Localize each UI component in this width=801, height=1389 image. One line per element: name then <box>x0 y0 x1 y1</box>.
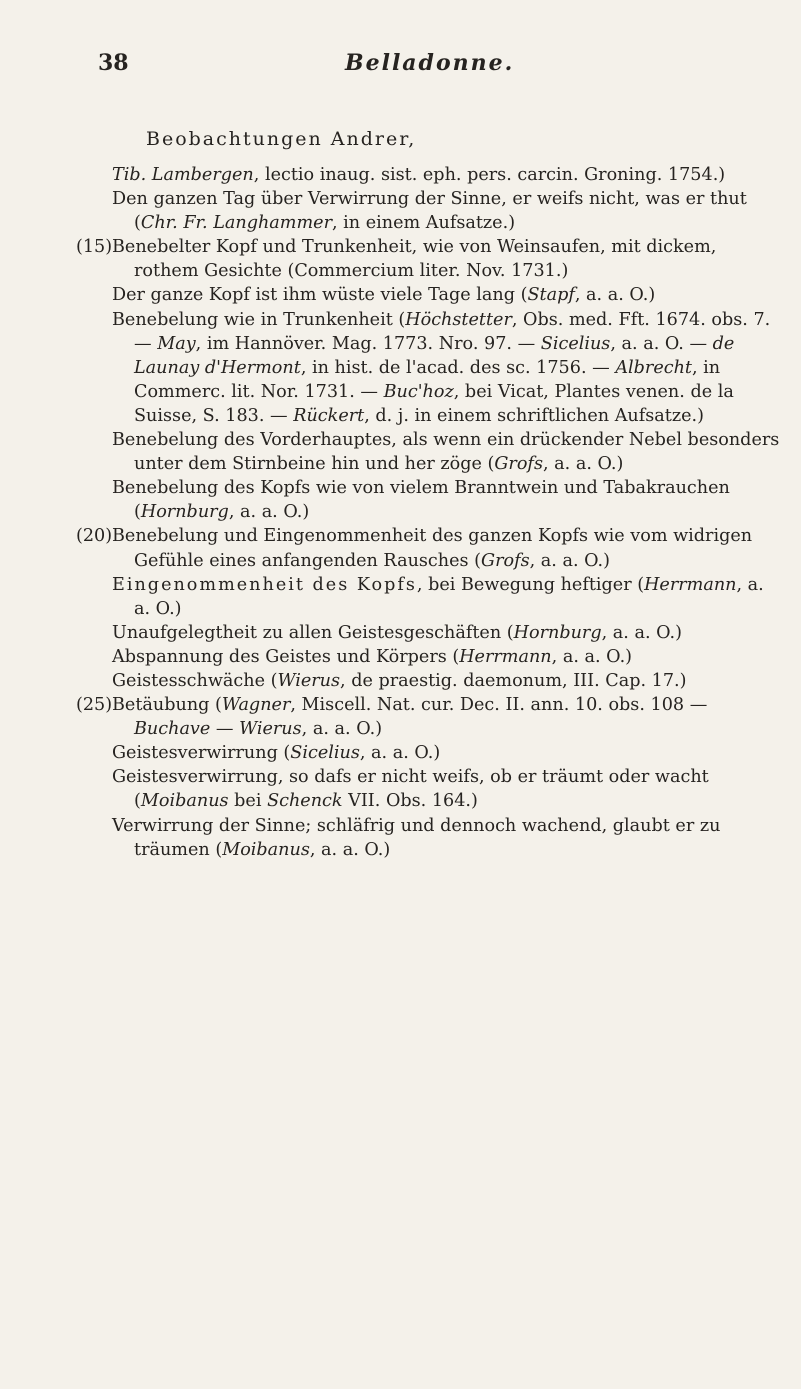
entry-text: , lectio inaug. sist. eph. pers. carcin. Groning. 1754.) <box>253 165 726 185</box>
entry-text: Abspannung des Geistes und Körpers ( <box>112 646 460 667</box>
text-body <box>76 163 784 862</box>
author-citation: de Launay d'Hermont <box>134 333 735 378</box>
spaced-emphasis: Eingenommenheit des Kopfs <box>112 574 417 595</box>
entry-text: , a. a. O.) <box>228 502 310 523</box>
entry-text: , a. a. O.) <box>309 839 391 860</box>
author-citation: Grofs <box>481 550 530 571</box>
entry-text: , a. a. O. — <box>610 333 713 354</box>
entry-text: , d. j. in einem schriftlichen Aufsatze.) <box>364 405 704 426</box>
symptom-entry <box>112 308 784 428</box>
author-citation: Rückert <box>293 405 365 426</box>
entry-text: Geistesverwirrung ( <box>112 743 291 764</box>
entry-text: , a. a. O.) <box>542 454 624 475</box>
symptom-entry <box>112 163 784 187</box>
author-citation: Buc'hoz <box>383 381 454 402</box>
entry-text: VII. Obs. 164.) <box>342 791 478 812</box>
symptom-entry <box>112 187 784 235</box>
symptom-entry <box>112 645 784 669</box>
page-header <box>0 50 801 84</box>
entry-text: Benebelter Kopf und Trunkenheit, wie von Weinsaufen, mit dickem, rothem Gesichte (Commercium liter. Nov. 1731.) <box>112 237 717 282</box>
entry-text: Unaufgelegtheit zu allen Geistesgeschäften ( <box>112 622 514 643</box>
entry-text: , bei Vicat, Plantes venen. de la Suisse, S. 183. — <box>134 381 734 426</box>
entry-text: Den ganzen Tag über Verwirrung der Sinne, er weifs nicht, was er thut ( <box>112 189 747 234</box>
page-number: 38 <box>98 50 129 76</box>
author-citation: Herrmann <box>459 646 552 667</box>
entry-text: Betäubung ( <box>112 695 222 716</box>
author-citation: Chr. Fr. Langhammer <box>140 213 332 234</box>
entry-text: , in einem Aufsatze.) <box>331 213 516 234</box>
symptom-entry <box>76 693 784 741</box>
entry-text: , a. a. O.) <box>529 550 611 571</box>
entry-text: Geistesschwäche ( <box>112 670 278 691</box>
entry-text: , a. a. O.) <box>359 743 441 764</box>
entry-text: , Obs. med. Fft. 1674. obs. 7. — <box>134 309 771 354</box>
entry-number: (15) <box>76 237 113 258</box>
entry-text: , a. a. O.) <box>574 285 656 306</box>
entry-text: Benebelung des Vorderhauptes, als wenn ein drückender Nebel besonders unter dem Stirnbeine hin und her zöge ( <box>112 430 780 475</box>
author-citation: Hornburg <box>513 622 602 643</box>
section-heading: Beobachtungen Andrer, <box>146 128 417 150</box>
symptom-entry <box>112 428 784 476</box>
entry-text: Verwirrung der Sinne; schläfrig und dennoch wachend, glaubt er zu träumen ( <box>112 815 721 860</box>
author-citation: Wierus <box>277 670 341 691</box>
entry-text: , a. a. O.) <box>301 719 383 740</box>
entry-text: Benebelung wie in Trunkenheit ( <box>112 309 406 330</box>
entry-text: , de praestig. daemonum, III. Cap. 17.) <box>340 670 687 691</box>
symptom-entry <box>112 476 784 524</box>
entry-text: Der ganze Kopf ist ihm wüste viele Tage lang ( <box>112 285 528 306</box>
entry-text: Benebelung und Eingenommenheit des ganzen Kopfs wie vom widrigen Gefühle eines anfangenden Rausches ( <box>112 526 753 571</box>
author-citation: Buchave <box>134 719 211 740</box>
author-citation: Herrmann <box>644 574 737 595</box>
author-citation: Moibanus <box>140 791 229 812</box>
symptom-entry <box>112 765 784 813</box>
author-citation: Moibanus <box>222 839 310 860</box>
symptom-entry <box>112 814 784 862</box>
author-citation: Hornburg <box>140 502 229 523</box>
entry-text: , Miscell. Nat. cur. Dec. II. ann. 10. obs. 108 — <box>290 695 708 716</box>
symptom-entry <box>76 524 784 572</box>
entry-text: , a. a. O.) <box>551 646 633 667</box>
entry-text: Benebelung des Kopfs wie von vielem Branntwein und Tabakrauchen ( <box>112 478 730 523</box>
entry-number: (25) <box>76 695 113 716</box>
author-citation: Stapf <box>527 285 575 306</box>
author-citation: Tib. Lambergen <box>112 165 254 185</box>
entry-text: , im Hannöver. Mag. 1773. Nro. 97. — <box>195 333 541 354</box>
entry-text: , in Commerc. lit. Nor. 1731. — <box>134 357 721 402</box>
author-citation: Höchstetter <box>405 309 512 330</box>
author-citation: May <box>157 333 196 354</box>
entry-number: (20) <box>76 526 113 547</box>
entry-text: Geistesverwirrung, so dafs er nicht weifs, ob er träumt oder wacht ( <box>112 767 709 812</box>
entry-text: — <box>210 719 240 740</box>
author-citation: Albrecht <box>615 357 692 378</box>
entry-text: bei <box>228 791 268 812</box>
entry-text: , a. a. O.) <box>134 574 764 619</box>
symptom-entry <box>112 741 784 765</box>
running-title: Belladonne. <box>345 50 515 76</box>
symptom-entry <box>112 283 784 307</box>
symptom-entry <box>112 621 784 645</box>
author-citation: Sicelius <box>540 333 611 354</box>
author-citation: Grofs <box>494 454 543 475</box>
symptom-entry <box>112 573 784 621</box>
entry-text: , in hist. de l'acad. des sc. 1756. — <box>300 357 616 378</box>
author-citation: Schenck <box>267 791 343 812</box>
entry-text: , bei Bewegung heftiger ( <box>416 574 645 595</box>
author-citation: Wagner <box>221 695 291 716</box>
author-citation: Sicelius <box>290 743 360 764</box>
entry-text: , a. a. O.) <box>601 622 682 643</box>
author-citation: Wierus <box>239 719 302 740</box>
symptom-entry <box>76 235 784 283</box>
symptom-entry <box>112 669 784 693</box>
